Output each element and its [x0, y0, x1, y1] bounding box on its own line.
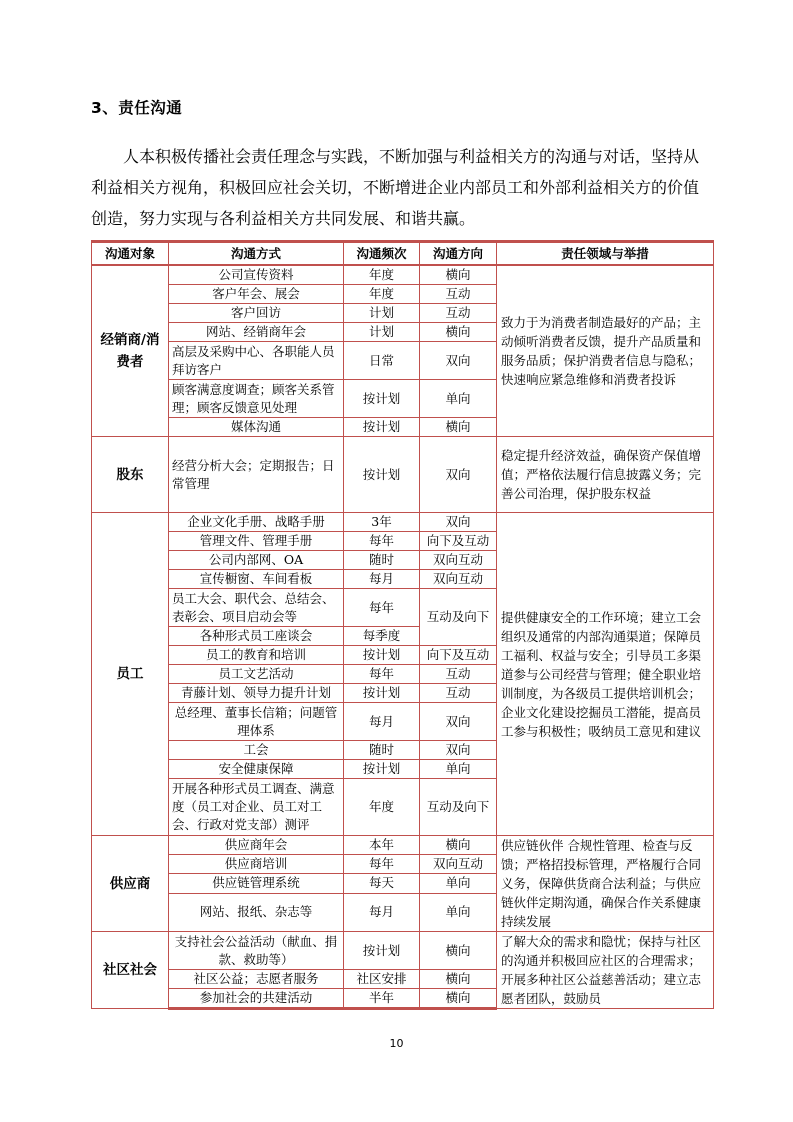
method-cell: 经营分析大会；定期报告；日常管理 [169, 437, 344, 513]
method-cell: 各种形式员工座谈会 [169, 627, 344, 646]
frequency-cell: 日常 [344, 342, 420, 380]
frequency-cell: 年度 [344, 285, 420, 304]
frequency-cell: 按计划 [344, 760, 420, 779]
frequency-cell: 每月 [344, 893, 420, 931]
frequency-cell: 每月 [344, 703, 420, 741]
intro-paragraph [91, 141, 713, 234]
frequency-cell: 年度 [344, 265, 420, 285]
direction-cell: 横向 [420, 418, 497, 437]
section-heading: 3、责任沟通 [91, 99, 183, 117]
method-cell: 员工文艺活动 [169, 665, 344, 684]
direction-cell: 互动及向下 [420, 779, 497, 836]
direction-cell: 单向 [420, 760, 497, 779]
method-cell: 网站、报纸、杂志等 [169, 893, 344, 931]
method-cell: 青藤计划、领导力提升计划 [169, 684, 344, 703]
direction-cell: 互动 [420, 665, 497, 684]
frequency-cell: 按计划 [344, 437, 420, 513]
frequency-cell: 本年 [344, 836, 420, 855]
frequency-cell: 随时 [344, 741, 420, 760]
group-target-employees: 员工 [92, 513, 169, 836]
method-cell: 开展各种形式员工调查、满意度（员工对企业、员工对工会、行政对党支部）测评 [169, 779, 344, 836]
method-cell: 客户年会、展会 [169, 285, 344, 304]
direction-cell: 单向 [420, 893, 497, 931]
direction-cell: 横向 [420, 970, 497, 989]
header-responsibility: 责任领域与举措 [497, 242, 714, 266]
responsibility-communication-table [91, 240, 714, 1010]
frequency-cell: 按计划 [344, 380, 420, 418]
direction-cell: 向下及互动 [420, 532, 497, 551]
direction-cell: 横向 [420, 323, 497, 342]
method-cell: 供应链管理系统 [169, 874, 344, 893]
direction-cell: 双向互动 [420, 551, 497, 570]
method-cell: 总经理、董事长信箱；问题管理体系 [169, 703, 344, 741]
method-cell: 客户回访 [169, 304, 344, 323]
responsibility-suppliers: 供应链伙伴 合规性管理、检查与反馈；严格招投标管理，严格履行合同义务，保障供货商合法利益；与供应链伙伴定期沟通，确保合作关系健康持续发展 [497, 836, 714, 932]
direction-cell: 单向 [420, 380, 497, 418]
method-cell: 安全健康保障 [169, 760, 344, 779]
method-cell: 媒体沟通 [169, 418, 344, 437]
method-cell: 支持社会公益活动（献血、捐款、救助等） [169, 932, 344, 970]
table-row [92, 265, 714, 285]
direction-cell: 双向 [420, 342, 497, 380]
frequency-cell: 按计划 [344, 932, 420, 970]
method-cell: 供应商培训 [169, 855, 344, 874]
frequency-cell: 每年 [344, 665, 420, 684]
direction-cell: 双向 [420, 437, 497, 513]
frequency-cell: 社区安排 [344, 970, 420, 989]
method-cell: 高层及采购中心、各职能人员拜访客户 [169, 342, 344, 380]
responsibility-shareholders: 稳定提升经济效益，确保资产保值增值；严格依法履行信息披露义务；完善公司治理，保护股东权益 [497, 437, 714, 513]
direction-cell: 单向 [420, 874, 497, 893]
direction-cell: 双向互动 [420, 570, 497, 589]
responsibility-community: 了解大众的需求和隐忧；保持与社区的沟通并积极回应社区的合理需求；开展多种社区公益慈善活动；建立志愿者团队，鼓励员 [497, 932, 714, 1009]
method-cell: 网站、经销商年会 [169, 323, 344, 342]
header-method: 沟通方式 [169, 242, 344, 266]
table-row [92, 513, 714, 532]
frequency-cell: 按计划 [344, 418, 420, 437]
direction-cell: 互动 [420, 304, 497, 323]
responsibility-employees: 提供健康安全的工作环境；建立工会组织及通常的内部沟通渠道；保障员工福利、权益与安全；引导员工多渠道参与公司经营与管理；健全职业培训制度，为各级员工提供培训机会；企业文化建设挖掘员工潜能，提高员工参与积极性；吸纳员工意见和建议 [497, 513, 714, 836]
method-cell: 顾客满意度调查；顾客关系管理；顾客反馈意见处理 [169, 380, 344, 418]
method-cell: 公司内部网、OA [169, 551, 344, 570]
frequency-cell: 半年 [344, 989, 420, 1009]
header-frequency: 沟通频次 [344, 242, 420, 266]
method-cell: 企业文化手册、战略手册 [169, 513, 344, 532]
group-target-dealers: 经销商/消费者 [92, 265, 169, 437]
method-cell: 参加社会的共建活动 [169, 989, 344, 1009]
direction-cell: 互动 [420, 285, 497, 304]
header-direction: 沟通方向 [420, 242, 497, 266]
frequency-cell: 3年 [344, 513, 420, 532]
direction-cell: 双向 [420, 513, 497, 532]
direction-cell: 双向 [420, 741, 497, 760]
direction-cell: 向下及互动 [420, 646, 497, 665]
direction-cell: 双向互动 [420, 855, 497, 874]
frequency-cell: 计划 [344, 304, 420, 323]
frequency-cell: 每年 [344, 855, 420, 874]
frequency-cell: 年度 [344, 779, 420, 836]
method-cell: 供应商年会 [169, 836, 344, 855]
intro-paragraph-text: 人本积极传播社会责任理念与实践，不断加强与利益相关方的沟通与对话，坚持从利益相关方视角，积极回应社会关切，不断增进企业内部员工和外部利益相关方的价值创造，努力实现与各利益相关方共同发展、和谐共赢。 [91, 147, 700, 228]
direction-cell: 横向 [420, 989, 497, 1009]
table-row [92, 437, 714, 513]
responsibility-dealers: 致力于为消费者制造最好的产品；主动倾听消费者反馈，提升产品质量和服务品质；保护消费者信息与隐私；快速响应紧急维修和消费者投诉 [497, 265, 714, 437]
method-cell: 工会 [169, 741, 344, 760]
frequency-cell: 每季度 [344, 627, 420, 646]
method-cell: 社区公益；志愿者服务 [169, 970, 344, 989]
method-cell: 员工的教育和培训 [169, 646, 344, 665]
direction-cell: 互动 [420, 684, 497, 703]
frequency-cell: 每月 [344, 570, 420, 589]
direction-cell: 双向 [420, 703, 497, 741]
direction-cell: 互动及向下 [420, 589, 497, 646]
page-number: 10 [389, 1037, 404, 1050]
group-target-suppliers: 供应商 [92, 836, 169, 932]
table-header-row [92, 242, 714, 266]
header-target: 沟通对象 [92, 242, 169, 266]
group-target-shareholders: 股东 [92, 437, 169, 513]
table-row [92, 836, 714, 855]
direction-cell: 横向 [420, 265, 497, 285]
direction-cell: 横向 [420, 836, 497, 855]
group-target-community: 社区社会 [92, 932, 169, 1009]
frequency-cell: 每年 [344, 589, 420, 627]
method-cell: 管理文件、管理手册 [169, 532, 344, 551]
method-cell: 公司宣传资料 [169, 265, 344, 285]
frequency-cell: 每年 [344, 532, 420, 551]
method-cell: 员工大会、职代会、总结会、表彰会、项目启动会等 [169, 589, 344, 627]
direction-cell: 横向 [420, 932, 497, 970]
frequency-cell: 随时 [344, 551, 420, 570]
frequency-cell: 计划 [344, 323, 420, 342]
table-row [92, 932, 714, 970]
method-cell: 宣传橱窗、车间看板 [169, 570, 344, 589]
frequency-cell: 按计划 [344, 646, 420, 665]
frequency-cell: 按计划 [344, 684, 420, 703]
frequency-cell: 每天 [344, 874, 420, 893]
